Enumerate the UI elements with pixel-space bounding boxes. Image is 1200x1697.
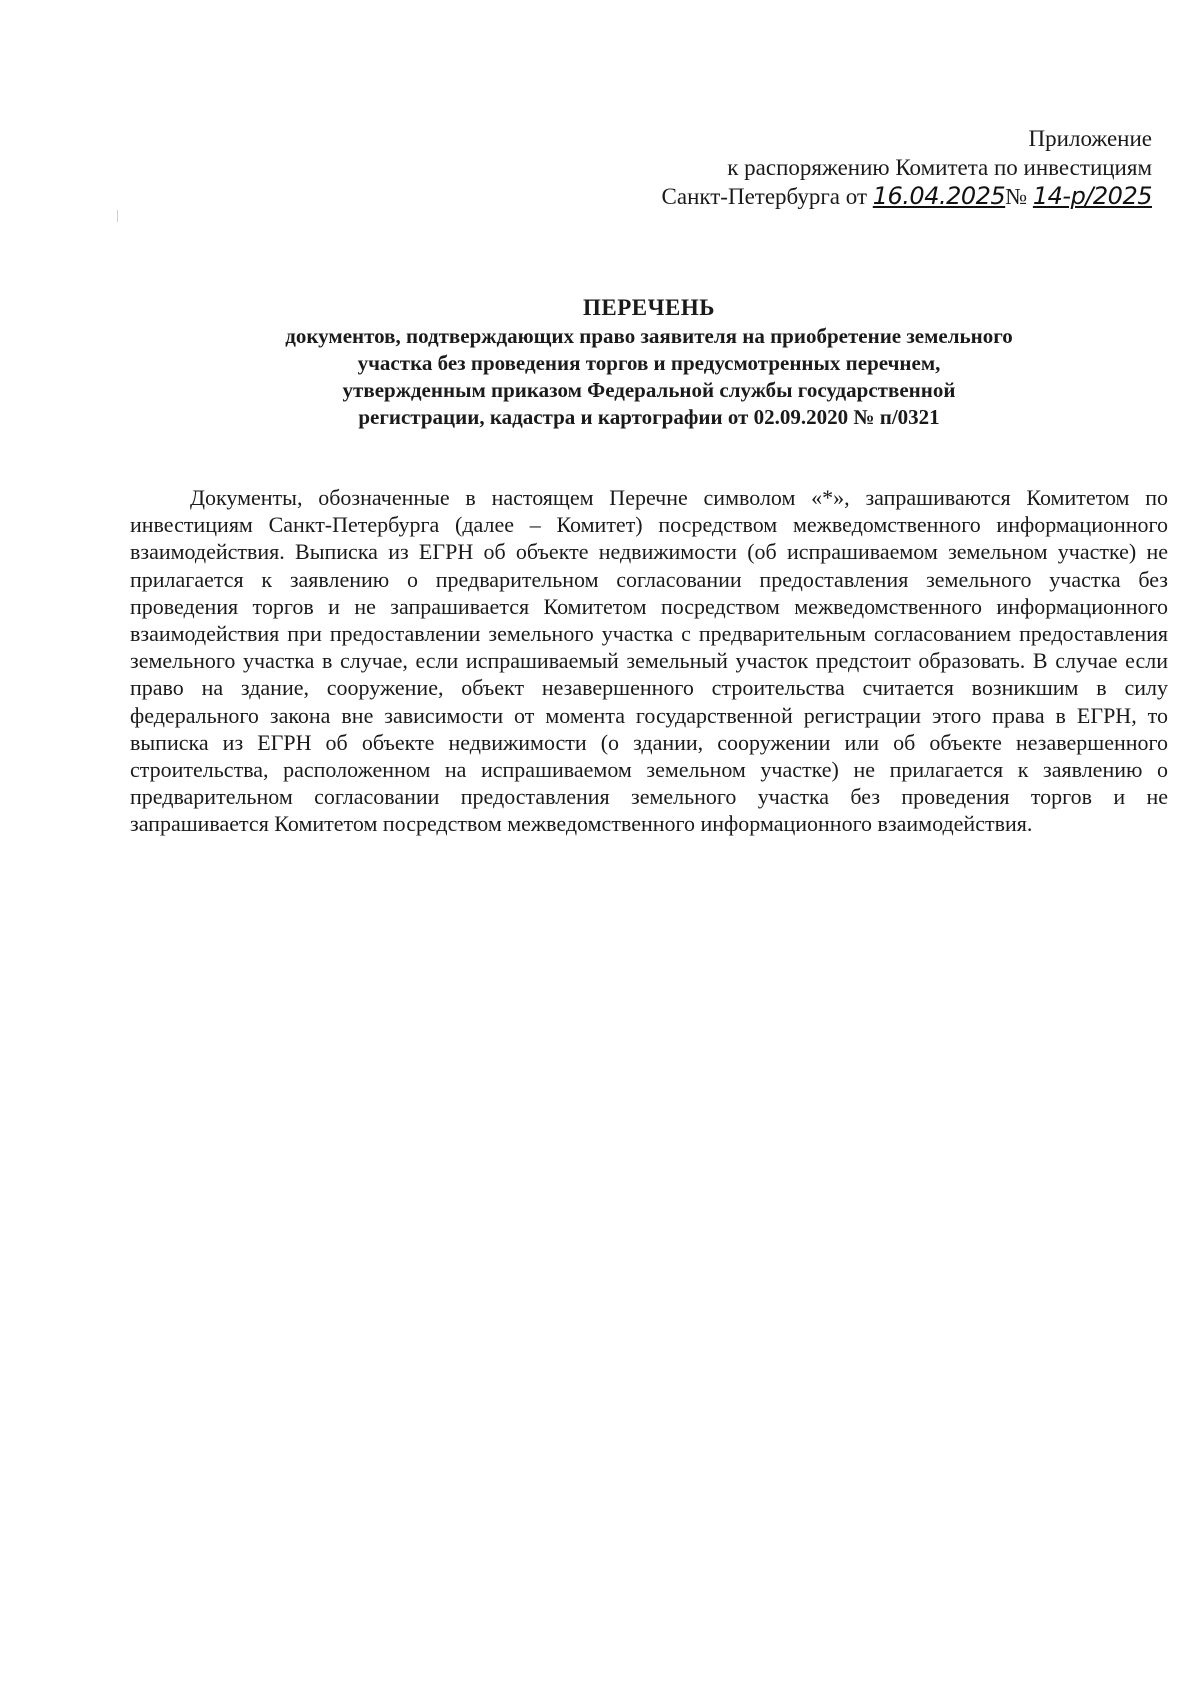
document-title-block bbox=[130, 293, 1168, 431]
title-line-4: регистрации, кадастра и картографии от 02.09.2020 № п/0321 bbox=[358, 405, 940, 429]
handwritten-date: 16.04.2025 bbox=[872, 182, 1006, 210]
scan-mark bbox=[117, 210, 118, 222]
annex-date-number-line bbox=[592, 182, 1152, 211]
annex-title: Приложение bbox=[1028, 126, 1152, 151]
annex-order-ref: к распоряжению Комитета по инвестициям bbox=[727, 155, 1152, 180]
annex-header bbox=[592, 124, 1152, 211]
document-heading: ПЕРЕЧЕНЬ bbox=[583, 295, 715, 320]
annex-city-from: Санкт-Петербурга от bbox=[661, 184, 873, 209]
title-line-1: документов, подтверждающих право заявителя на приобретение земельного bbox=[285, 324, 1013, 348]
number-label: № bbox=[1005, 184, 1033, 209]
title-line-2: участка без проведения торгов и предусмотренных перечнем, bbox=[357, 351, 941, 375]
body-paragraph: Документы, обозначенные в настоящем Перечне символом «*», запрашиваются Комитетом по инвестициям Санкт-Петербурга (далее – Комитет) посредством межведомственного информационного взаимодействия. Выписка из ЕГРН об объекте недвижимости (об испрашиваемом земельном участке) не прилагается к заявлению о предварительном согласовании предоставления земельного участка без проведения торгов и не запрашивается Комитетом посредством межведомственного информационного взаимодействия при предоставлении земельного участка с предварительным согласованием предоставления земельного участка в случае, если испрашиваемый земельный участок предстоит образовать. В случае если право на здание, сооружение, объект незавершенного строительства считается возникшим в силу федерального закона вне зависимости от момента государственной регистрации этого права в ЕГРН, то выписка из ЕГРН об объекте недвижимости (о здании, сооружении или об объекте незавершенного строительства, расположенном на испрашиваемом земельном участке) не прилагается к заявлению о предварительном согласовании предоставления земельного участка без проведения торгов и не запрашивается Комитетом посредством межведомственного информационного взаимодействия. bbox=[130, 485, 1168, 837]
title-line-3: утвержденным приказом Федеральной службы государственной bbox=[342, 378, 956, 402]
handwritten-number: 14-р/2025 bbox=[1032, 182, 1152, 210]
